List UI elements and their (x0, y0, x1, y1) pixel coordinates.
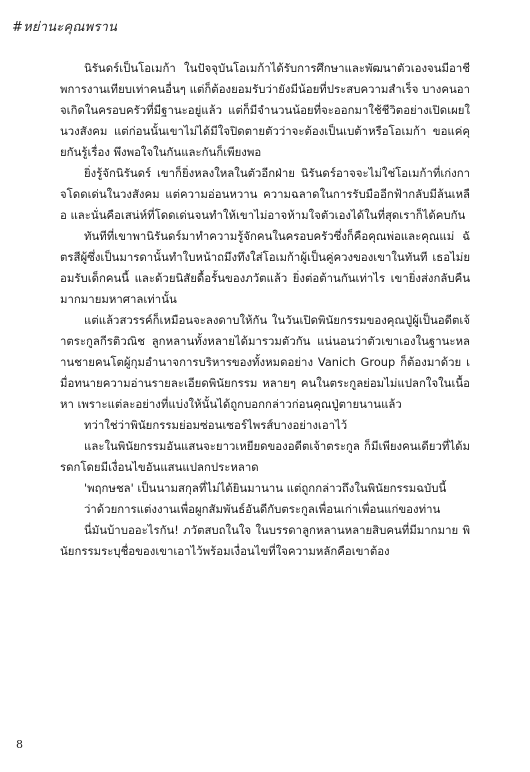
paragraph: 'พฤกษชล' เป็นนามสกุลที่ไม่ได้ยินมานาน แต่ถูกกล่าวถึงในพินัยกรรมฉบับนี้ (84, 481, 447, 495)
page-number: 8 (16, 738, 23, 751)
paragraph: ยิ่งรู้จักนิรันดร์ เขาก็ยิ่งหลงใหลในตัวอีกฝ่าย นิรันดร์อาจจะไม่ใช่โอเมก้าที่เก่งกาจโดดเด่นในวงสังคม แต่ความอ่อนหวาน ความฉลาดในการรับมืออีกฟ้ากลับมีล้นเหลือ และนั่นคือเสน่ห์ที่โดดเด่นจนทำให้เขาไม่อาจห้ามใจตัวเองได้ในที่สุดเราก็ได้คบกัน (60, 166, 470, 222)
paragraph: ทันทีที่เขาพานิรันดร์มาทำความรู้จักคนในครอบครัวซึ่งก็คือคุณพ่อและคุณแม่ ฉัตรสีผู้ซึ่งเป็นมารดานั้นทำใบหน้าถมึงทึงใส่โอเมก้าผู้เป็นคู่ควงของเขาในทันที เธอไม่ยอมรับเด็กคนนี้ และด้วยนิสัยดื้อรั้นของภวัตแล้ว ยิ่งต่อต้านกันเท่าไร เขายิ่งส่งกลับคืนมากมายมหาศาลเท่านั้น (60, 229, 470, 306)
paragraph: ทว่าใช่ว่าพินัยกรรมย่อมซ่อนเซอร์ไพรส์บางอย่างเอาไว้ (84, 418, 348, 432)
paragraph: ว่าด้วยการแต่งงานเพื่อผูกสัมพันธ์อันดีกับตระกูลเพื่อนเก่าเพื่อนแก่ของท่าน (84, 502, 441, 516)
running-header: #หย่านะคุณพราน (12, 20, 118, 35)
paragraph: แต่แล้วสวรรค์ก็เหมือนจะลงดาบให้กัน ในวันเปิดพินัยกรรมของคุณปู่ผู้เป็นอดีตเจ้าตระกูลกีรติวณิช ลูกหลานทั้งหลายได้มารวมตัวกัน แน่นอนว่าตัวเขาเองในฐานะหลานชายคนโตผู้กุมอำนาจการบริหารของทั้งหมดอย่าง Vanich Group ก็ต้องมาด้วย เมื่อทนายความอ่านรายละเอียดพินัยกรรม หลายๆ คนในตระกูลย่อมไม่แปลกใจในเนื้อหา เพราะแต่ละอย่างที่แบ่งให้นั้นได้ถูกบอกกล่าวก่อนคุณปู่ตายนานแล้ว (60, 313, 470, 411)
body-text (60, 58, 470, 562)
paragraph: นิรันดร์เป็นโอเมก้า ในปัจจุบันโอเมก้าได้รับการศึกษาและพัฒนาตัวเองจนมีอาชีพการงานเทียบเท่าคนอื่นๆ แต่ก็ต้องยอมรับว่ายังมีน้อยที่ประสบความสำเร็จ บางคนอาจเกิดในครอบครัวที่มีฐานะอยู่แล้ว แต่ก็มีจำนวนน้อยที่จะออกมาใช้ชีวิตอย่างเปิดเผยในวงสังคม แต่ก่อนนั้นเขาไม่ได้มีใจปิดตายตัวว่าจะต้องเป็นเบต้าหรือโอเมก้า ขอแค่คุยกันรู้เรื่อง พึงพอใจในกันและกันก็เพียงพอ (60, 61, 470, 159)
paragraph: และในพินัยกรรมอันแสนจะยาวเหยียดของอดีตเจ้าตระกูล ก็มีเพียงคนเดียวที่ได้มรดกโดยมีเงื่อนไขอันแสนแปลกประหลาด (60, 439, 470, 474)
paragraph: นี่มันบ้าบออะไรกัน! ภวัตสบถในใจ ในบรรดาลูกหลานหลายสิบคนที่มีมากมาย พินัยกรรมระบุชื่อของเขาเอาไว้พร้อมเงื่อนไขที่ใจความหลักคือเขาต้อง (60, 523, 470, 558)
